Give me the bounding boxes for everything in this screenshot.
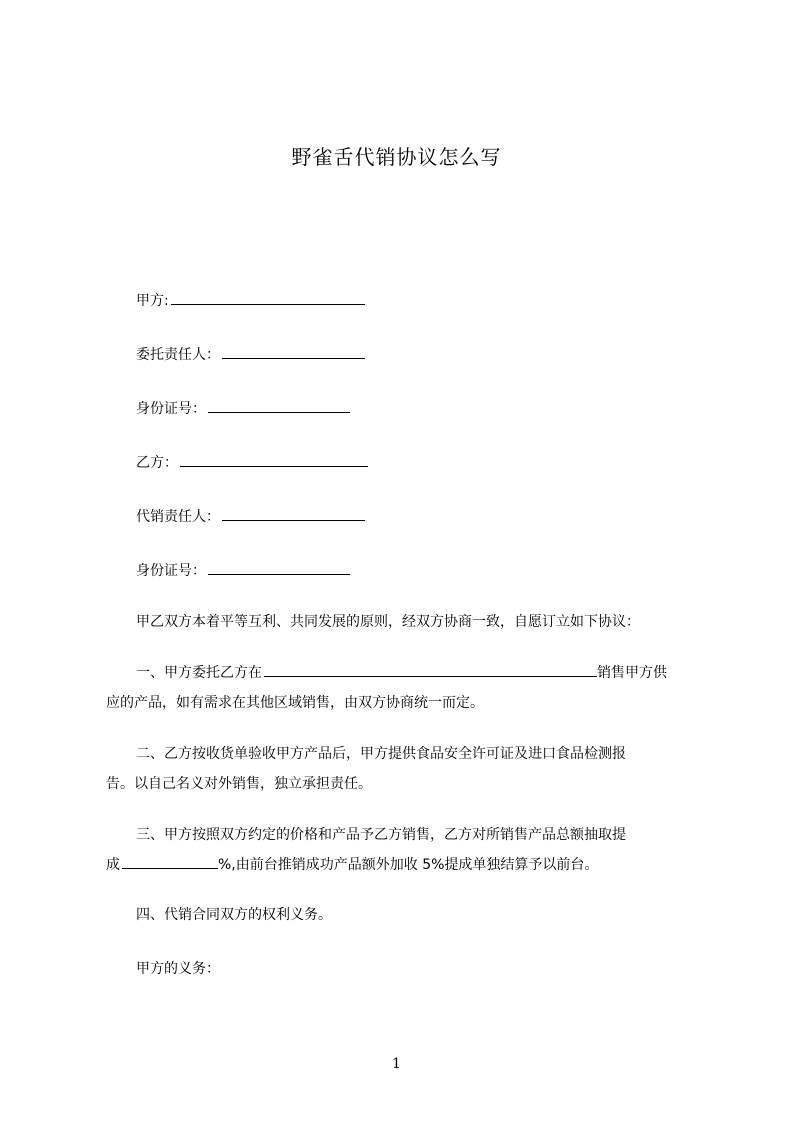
id-number-a-label: 身份证号： bbox=[136, 401, 206, 417]
party-a-label: 甲方: bbox=[136, 293, 169, 309]
entrusted-person-label: 委托责任人： bbox=[136, 347, 220, 363]
document-title: 野雀舌代销协议怎么写 bbox=[291, 145, 502, 169]
clause-3-commission-blank bbox=[122, 854, 218, 869]
agent-person-field bbox=[136, 508, 365, 526]
page-number: 1 bbox=[392, 1056, 401, 1072]
clause-1-suffix: 销售甲方供 bbox=[597, 665, 667, 681]
clause-4: 四、代销合同双方的权利义务。 bbox=[136, 907, 332, 923]
party-b-field bbox=[136, 454, 368, 472]
id-number-a-field bbox=[136, 400, 350, 418]
entrusted-person-blank bbox=[222, 346, 365, 359]
clause-1-region-blank bbox=[264, 662, 597, 677]
clause-1-prefix: 一、甲方委托乙方在 bbox=[136, 665, 262, 681]
agent-person-blank bbox=[222, 508, 365, 521]
id-number-b-field bbox=[136, 562, 350, 580]
party-a-duties-heading: 甲方的义务： bbox=[136, 961, 220, 977]
party-a-blank bbox=[171, 292, 365, 305]
clause-1 bbox=[106, 658, 706, 718]
id-number-a-blank bbox=[208, 400, 350, 413]
id-number-b-blank bbox=[208, 562, 350, 575]
party-b-blank bbox=[180, 454, 368, 467]
clause-3-suffix: %,由前台推销成功产品额外加收 5%提成单独结算予以前台。 bbox=[218, 857, 599, 873]
party-b-label: 乙方： bbox=[136, 455, 178, 471]
clause-2-line-1: 二、乙方按收货单验收甲方产品后，甲方提供食品安全许可证及进口食品检测报 bbox=[136, 746, 626, 762]
clause-3-prefix: 成 bbox=[106, 857, 120, 873]
clause-2-line-2: 告。以自己名义对外销售，独立承担责任。 bbox=[106, 776, 372, 792]
agent-person-label: 代销责任人： bbox=[136, 509, 220, 525]
clause-3-line-1: 三、甲方按照双方约定的价格和产品予乙方销售，乙方对所销售产品总额抽取提 bbox=[136, 827, 626, 843]
clause-3 bbox=[106, 820, 706, 880]
clause-2 bbox=[106, 739, 706, 799]
id-number-b-label: 身份证号： bbox=[136, 563, 206, 579]
party-a-field bbox=[136, 292, 365, 310]
intro-paragraph: 甲乙双方本着平等互利、共同发展的原则，经双方协商一致，自愿订立如下协议： bbox=[136, 614, 640, 630]
clause-1-line-2: 应的产品，如有需求在其他区域销售，由双方协商统一而定。 bbox=[106, 695, 484, 711]
entrusted-person-field bbox=[136, 346, 365, 364]
